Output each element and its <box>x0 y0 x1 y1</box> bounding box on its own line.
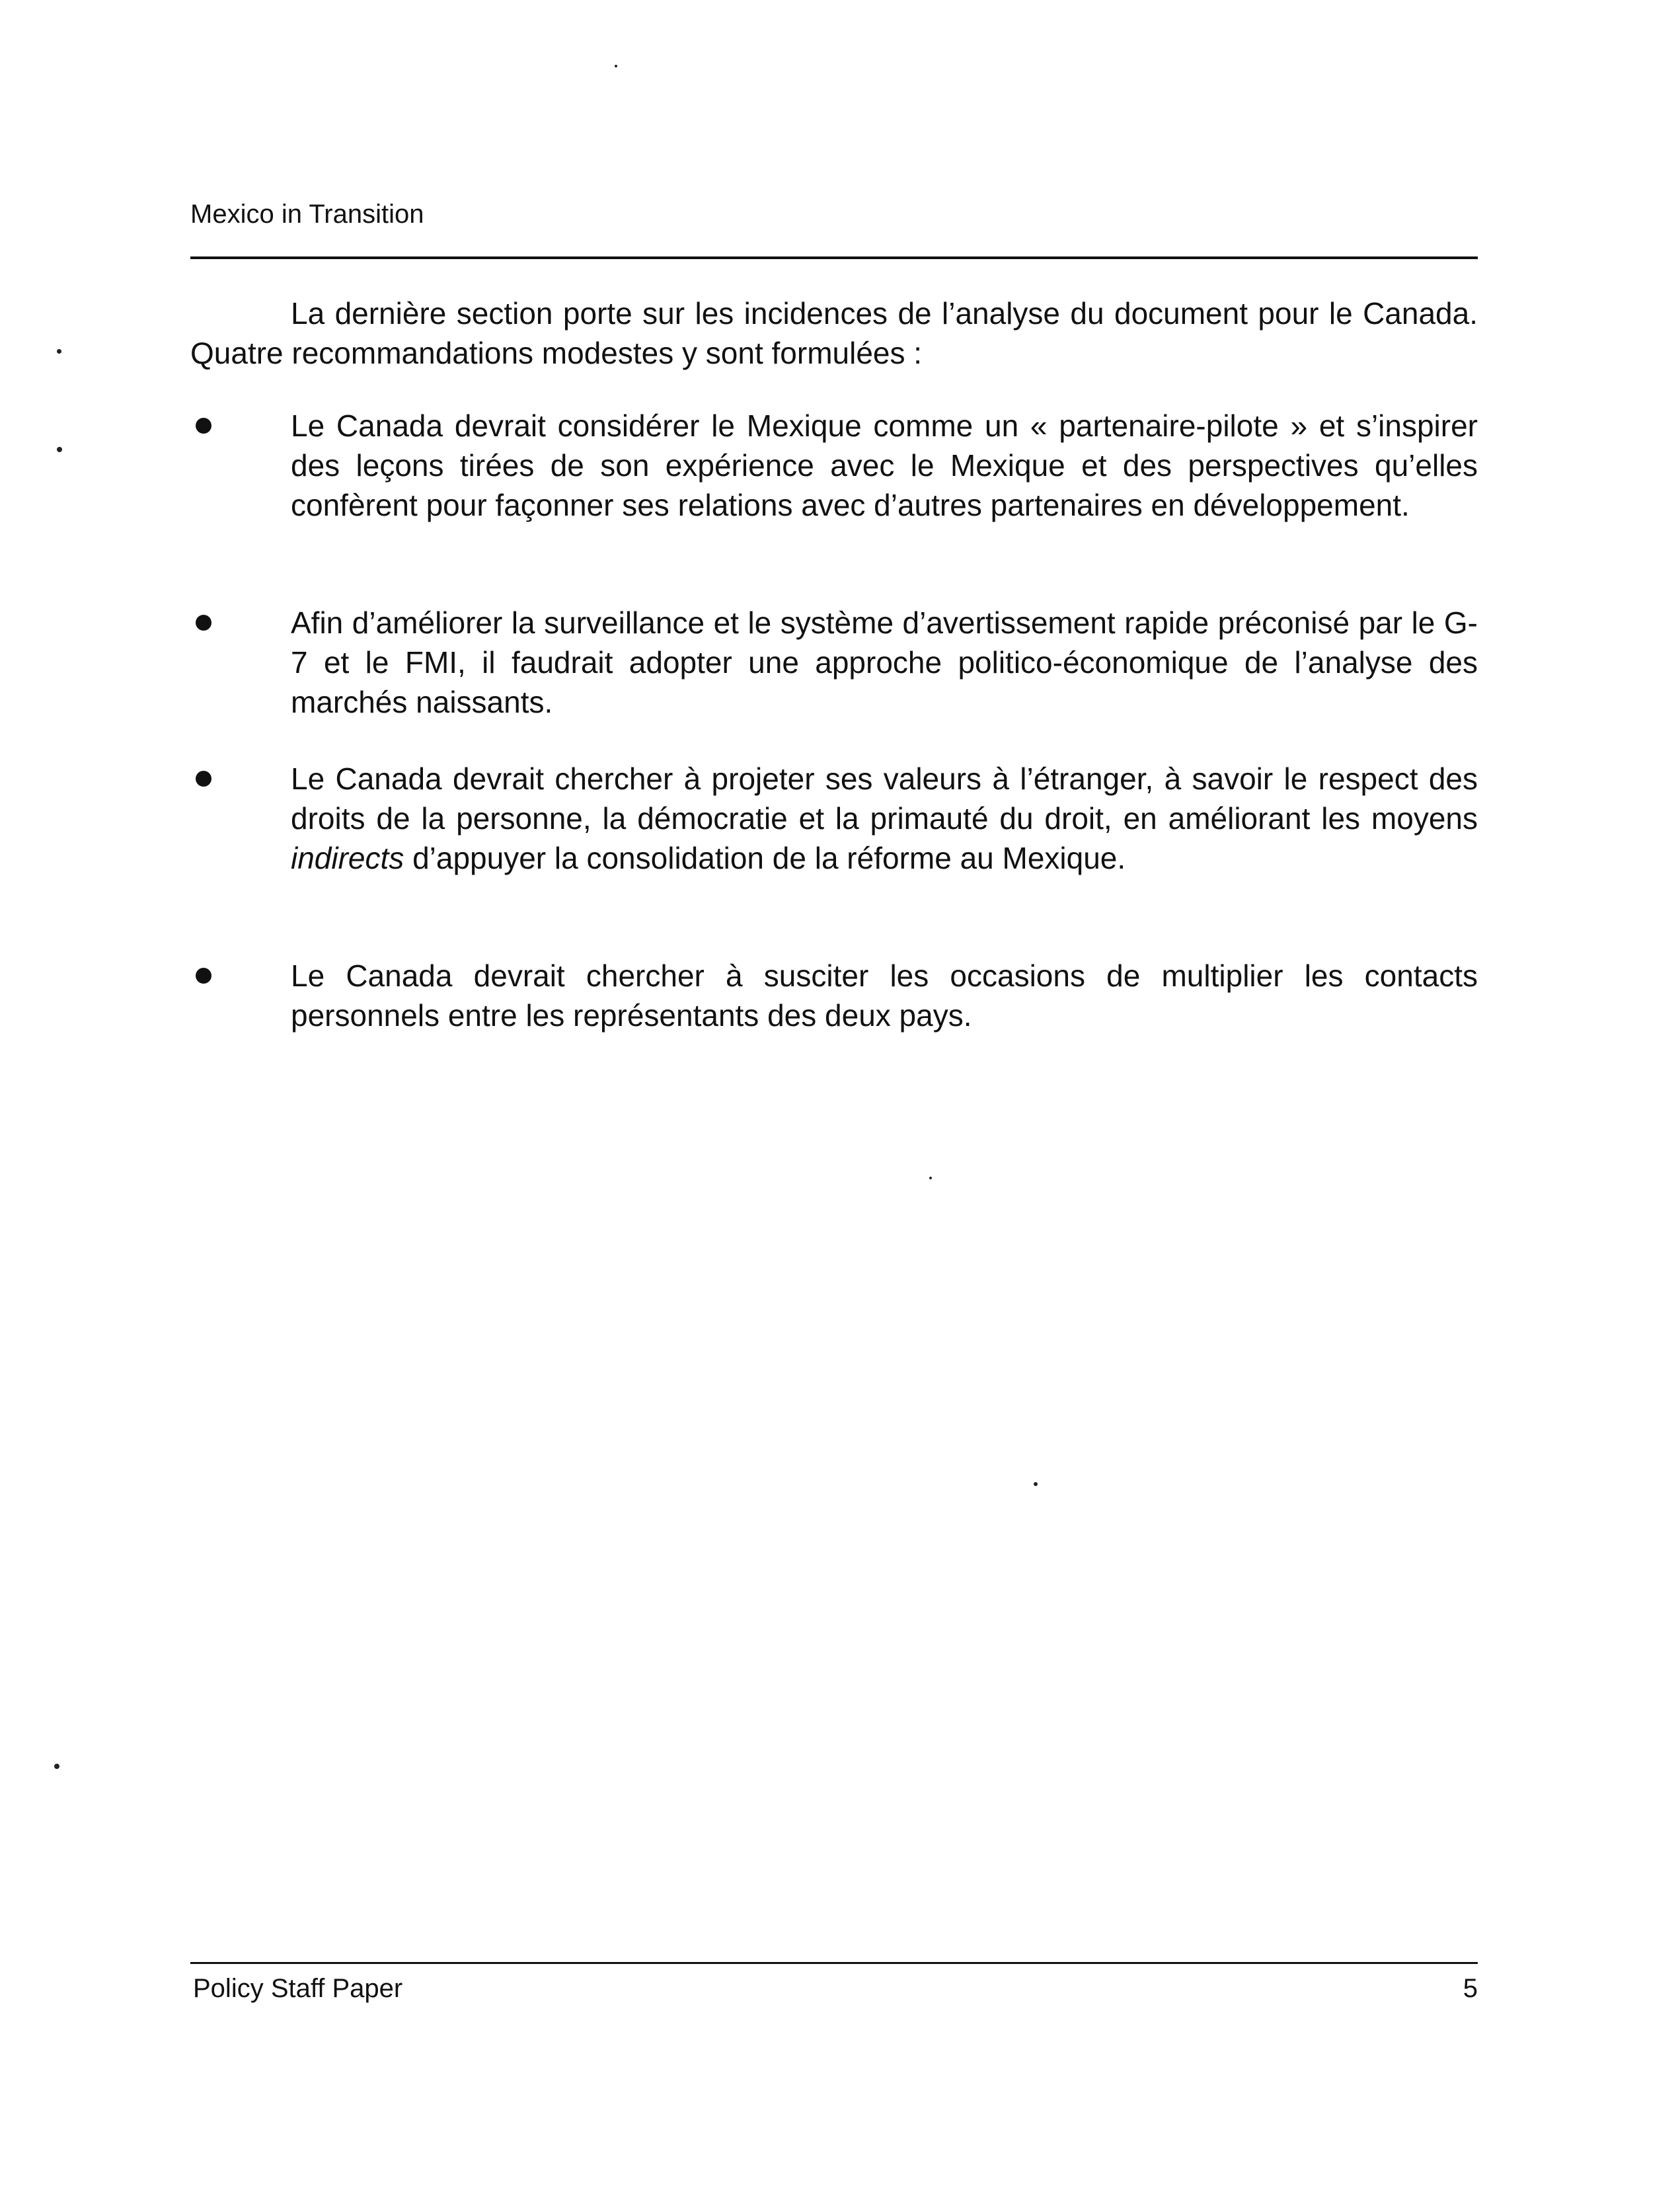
bullet-icon <box>196 771 211 787</box>
text-segment: d’appuyer la consolidation de la réforme au Mexique. <box>404 841 1126 875</box>
scan-speck <box>1034 1482 1038 1486</box>
intro-paragraph: La dernière section porte sur les incidences de l’analyse du document pour le Canada. Quatre recommandations modestes y sont formulées : <box>190 296 1478 370</box>
page-number: 5 <box>1463 1974 1478 2003</box>
bullet-icon <box>196 968 211 984</box>
list-item-text: Le Canada devrait considérer le Mexique comme un « partenaire-pilote » et s’inspirer des leçons tirées de son expérience avec le Mexique et des perspectives qu’elles confèrent pour façonner ses relations avec d’autres partenaires en développement. <box>291 409 1478 522</box>
running-header: Mexico in Transition <box>190 200 424 229</box>
scan-speck <box>57 349 61 354</box>
emphasis-text: indirects <box>291 841 404 875</box>
scan-speck <box>57 447 62 452</box>
scan-speck <box>54 1764 59 1769</box>
bullet-icon <box>196 418 211 434</box>
list-item-text: Le Canada devrait chercher à susciter les occasions de multiplier les contacts personnels entre les représentants des deux pays. <box>291 959 1478 1033</box>
scan-speck <box>929 1177 932 1179</box>
list-item-text <box>291 759 1478 878</box>
footer-publication: Policy Staff Paper <box>193 1974 403 2003</box>
scan-speck <box>615 65 617 67</box>
list-item-text: Afin d’améliorer la surveillance et le système d’avertissement rapide préconisé par le G-7 et le FMI, il faudrait adopter une approche politico-économique de l’analyse des marchés naissants. <box>291 606 1478 719</box>
footer-rule <box>190 1962 1478 1964</box>
header-rule <box>190 256 1478 259</box>
bullet-icon <box>196 615 211 631</box>
text-segment: Le Canada devrait chercher à projeter ses valeurs à l’étranger, à savoir le respect des droits de la personne, la démocratie et la primauté du droit, en améliorant les moyens <box>291 762 1478 836</box>
